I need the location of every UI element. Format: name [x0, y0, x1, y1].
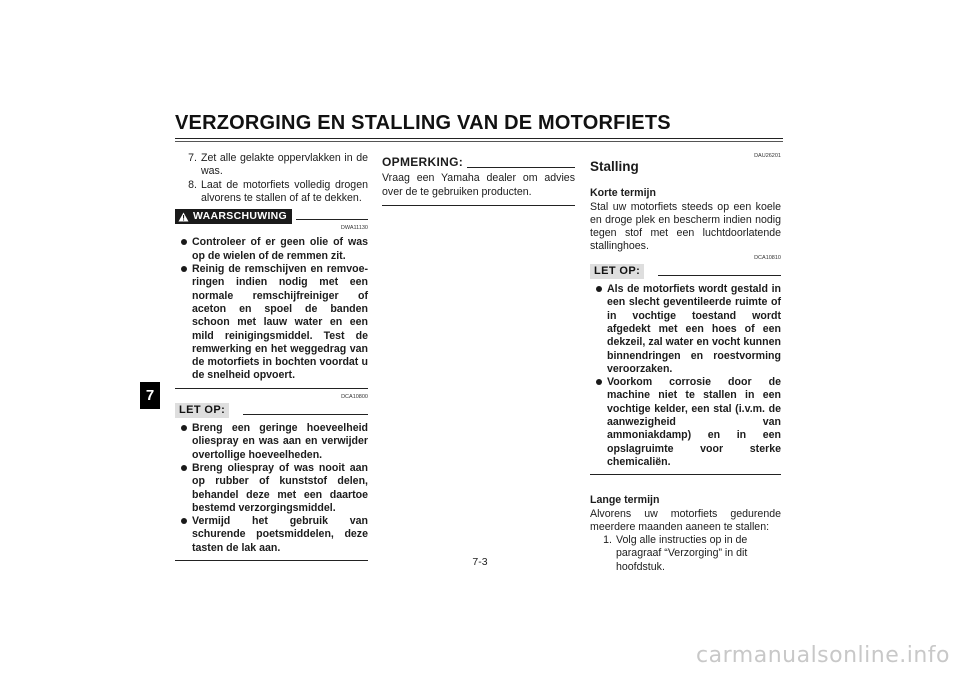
bullet-icon	[175, 422, 192, 462]
list-item	[175, 422, 368, 462]
list-item	[175, 462, 368, 515]
list-item-text: Als de motorfiets wordt gestald in een slecht geventileerde ruimte of in vochtige toestand wordt afgedekt met een hoes of een dekzeil, zal water en vocht kunnen binnendringen en roestvorming veroorzaken.	[607, 283, 781, 375]
bullet-icon	[175, 236, 192, 263]
list-item	[175, 263, 368, 383]
watermark: carmanualsonline.info	[696, 643, 950, 668]
step-item	[590, 534, 781, 574]
note-label: OPMERKING:	[382, 155, 463, 169]
note-header	[382, 156, 575, 169]
list-item-text: Voorkom corrosie door de machine niet te stallen in een vochtige kelder, een stal (i.v.m. de aanwezigheid van ammoniakdamp) en in een opslagruimte voor sterke chemicaliën.	[607, 376, 781, 468]
column-1	[175, 152, 368, 561]
caution-header-line	[658, 275, 781, 276]
step-text: Volg alle instructies op in de paragraaf “Verzorging” in dit hoofdstuk.	[616, 534, 748, 573]
section-title: Stalling	[590, 159, 639, 174]
list-item	[175, 515, 368, 555]
title-rule-secondary	[175, 141, 783, 142]
caution-badge: LET OP:	[175, 403, 229, 418]
caution-list	[175, 422, 368, 555]
warning-list	[175, 236, 368, 382]
section-code: DAU26201	[754, 153, 781, 159]
warning-code: DWA11130	[340, 225, 368, 232]
list-item-text: Breng een geringe hoeveelheid oliespray en was aan en verwijder overtollige hoeveelheden.	[192, 422, 368, 461]
warning-end-rule	[175, 388, 368, 389]
caution-code: DCA10800	[341, 393, 368, 400]
caution-code: DCA10810	[754, 254, 781, 261]
step-item	[175, 179, 368, 206]
caution-badge: LET OP:	[590, 264, 644, 279]
warning-label: WAARSCHUWING	[193, 210, 288, 223]
step-item	[175, 152, 368, 179]
caution-header	[175, 403, 368, 418]
list-item-text: Vermijd het gebruik van schurende poetsmiddelen, deze tasten de lak aan.	[192, 515, 368, 554]
short-term-text: Stal uw motorfiets steeds op een koele en droge plek en bescherm indien nodig tegen stof met een luchtdoorlatende stallinghoes.	[590, 200, 781, 253]
step-number: 7.	[188, 152, 197, 164]
step-text: Laat de motorfiets volledig drogen alvorens te stallen of af te dekken.	[201, 178, 368, 204]
list-item-text: Breng oliespray of was nooit aan op rubber of kunststof delen, behandel deze met een daartoe bestemd verzorgingsmiddel.	[192, 461, 368, 514]
title-rule	[175, 138, 783, 139]
chapter-tab: 7	[140, 382, 160, 409]
list-item-text: Reinig de remschijven en remvoeringen indien nodig met een normale remschijfreiniger of aceton en spoel de banden schoon met lauw water en een mild reinigingsmiddel. Test de remwerking en het weggedrag van de motorfiets in bochten voordat u de snelheid opvoert.	[192, 263, 368, 382]
bullet-icon	[590, 376, 607, 469]
page-number: 7-3	[472, 556, 488, 568]
note-end-rule	[382, 205, 575, 206]
list-item	[590, 376, 781, 469]
column-3	[590, 152, 781, 574]
list-item	[590, 283, 781, 376]
page-title: VERZORGING EN STALLING VAN DE MOTORFIETS	[175, 112, 671, 134]
step-number: 8.	[188, 178, 197, 191]
caution-header-line	[243, 414, 368, 415]
column-2	[382, 152, 575, 206]
step-text: Zet alle gelakte oppervlakken in de was.	[201, 152, 368, 178]
subheading-short-term: Korte termijn	[590, 187, 656, 200]
list-item-text: Controleer of er geen olie of was op de wielen of de remmen zit.	[192, 236, 368, 262]
list-item	[175, 236, 368, 263]
step-number: 1.	[603, 534, 612, 547]
warning-triangle-icon	[178, 212, 189, 222]
warning-header-line	[296, 219, 368, 220]
note-header-line	[467, 167, 575, 168]
caution-list	[590, 283, 781, 469]
bullet-icon	[175, 263, 192, 383]
bullet-icon	[175, 515, 192, 555]
caution-end-rule	[590, 474, 781, 475]
caution-header	[590, 264, 781, 279]
subheading-long-term: Lange termijn	[590, 494, 660, 507]
warning-badge	[175, 209, 292, 224]
long-term-text: Alvorens uw motorfiets gedurende meerdere maanden aaneen te stallen:	[590, 507, 781, 533]
note-text: Vraag een Yamaha dealer om advies over de te gebruiken producten.	[382, 172, 575, 198]
bullet-icon	[175, 462, 192, 515]
warning-header	[175, 209, 368, 224]
bullet-icon	[590, 283, 607, 376]
